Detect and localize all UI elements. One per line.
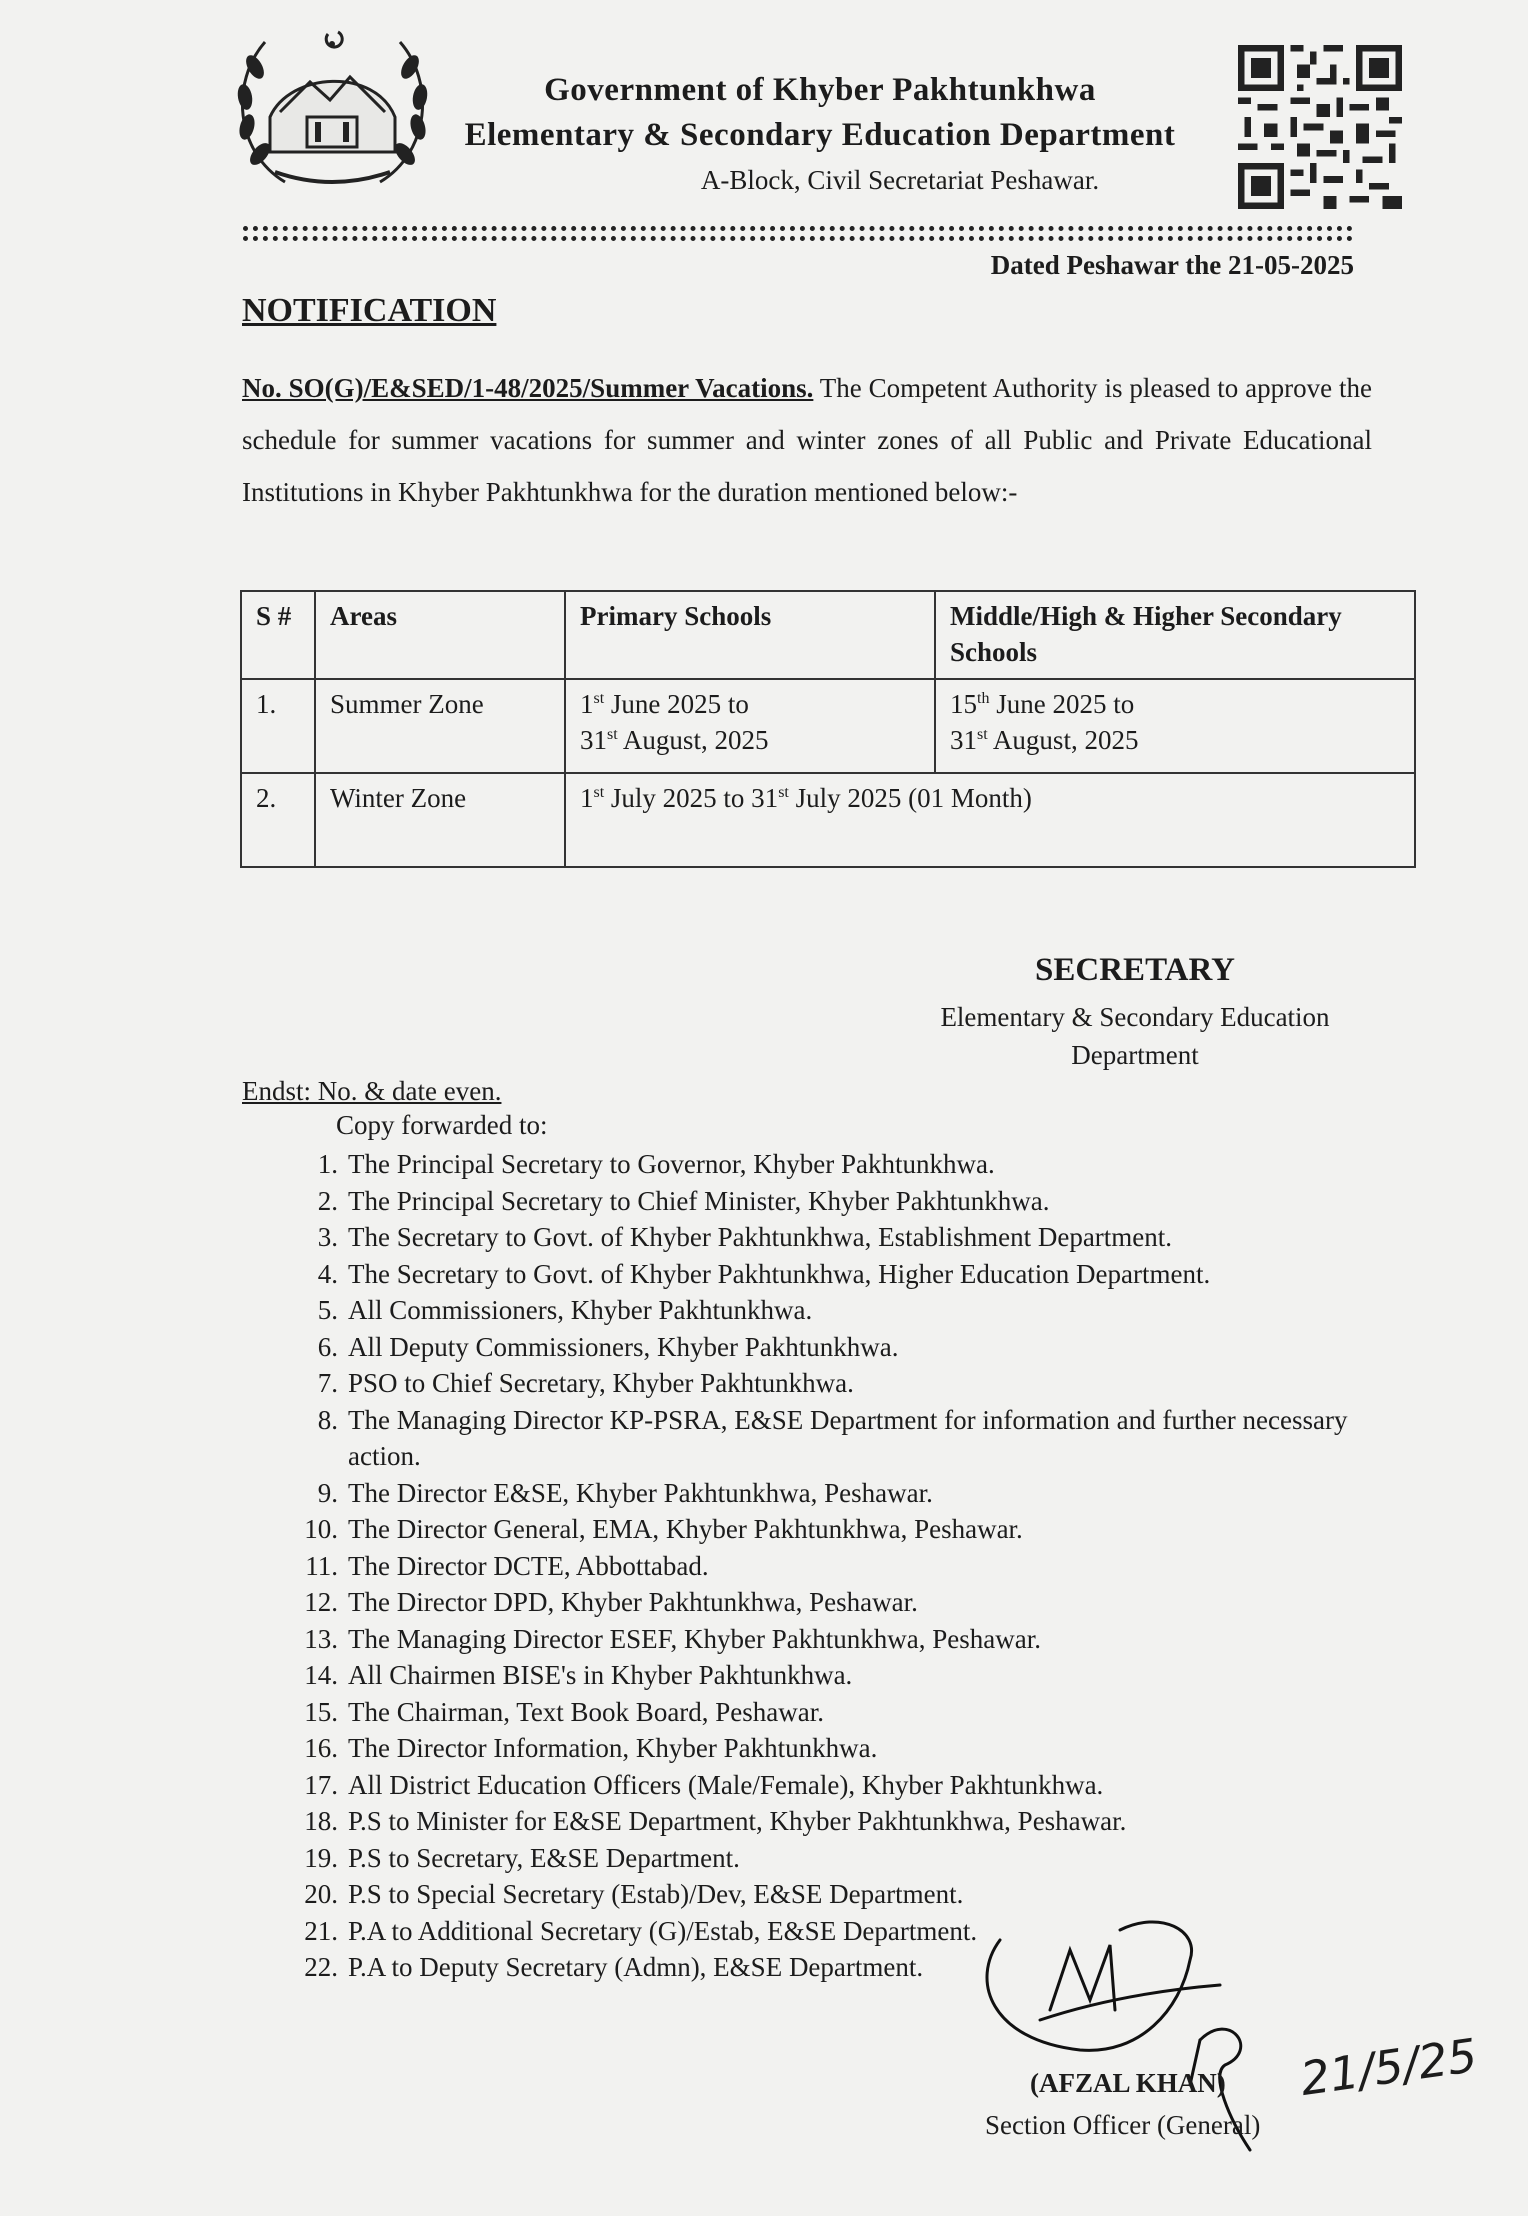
secretary-title: SECRETARY [1035, 952, 1235, 988]
row-middle-dates: 15th June 2025 to 31st August, 2025 [935, 679, 1415, 773]
department-address: A-Block, Civil Secretariat Peshawar. [700, 165, 1100, 195]
list-item: 19. P.S to Secretary, E&SE Department. [304, 1842, 740, 1873]
list-item: 10. The Director General, EMA, Khyber Pakhtunkhwa, Peshawar. [304, 1514, 1023, 1544]
row-sno: 1. [241, 679, 315, 773]
secretary-department: Elementary & Secondary Education Department [940, 1002, 1330, 1070]
list-item: 20. P.S to Special Secretary (Estab)/Dev, E&SE Department. [304, 1879, 964, 1909]
officer-title: Section Officer (General) [985, 2110, 1261, 2140]
header-middle-high: Middle/High & Higher Secondary Schools [935, 591, 1415, 679]
dated-line: Dated Peshawar the 21-05-2025 [990, 250, 1354, 280]
list-item: 9. The Director E&SE, Khyber Pakhtunkhwa, Peshawar. [317, 1477, 933, 1508]
list-item: 15. The Chairman, Text Book Board, Peshawar. [304, 1696, 825, 1727]
notification-ref-number: No. SO(G)/E&SED/1-48/2025/Summer Vacations. [242, 373, 814, 403]
signature-date: 21/5/25 [1297, 2027, 1481, 2107]
govt-name: Government of Khyber Pakhtunkhwa [544, 72, 1096, 108]
list-item: 3. The Secretary to Govt. of Khyber Pakhtunkhwa, Establishment Department. [317, 1222, 1173, 1252]
notification-text: The Competent Authority is pleased to approve the schedule for summer vacations for summer and winter zones of all Public and Private Educational Institutions in Khyber Pakhtunkhwa for the duration mentioned below:- [242, 373, 1372, 507]
list-item: 12. The Director DPD, Khyber Pakhtunkhwa, Peshawar. [304, 1587, 918, 1617]
list-item: 2. The Principal Secretary to Chief Minister, Khyber Pakhtunkhwa. [317, 1185, 1050, 1216]
header-divider-top [243, 226, 1353, 231]
list-item: 11. The Director DCTE, Abbottabad. [305, 1550, 709, 1581]
distribution-list [270, 1146, 1400, 1986]
department-name: Elementary & Secondary Education Department [464, 117, 1176, 153]
list-item: 17. All District Education Officers (Male/Female), Khyber Pakhtunkhwa. [304, 1769, 1104, 1800]
officer-name: (AFZAL KHAN) [1030, 2068, 1226, 2098]
row-sno: 2. [241, 773, 315, 867]
endorsement-heading: Endst: No. & date even. [242, 1076, 502, 1106]
list-item: 21. P.A to Additional Secretary (G)/Estab, E&SE Department. [304, 1915, 978, 1946]
vacation-schedule-table [240, 590, 1416, 868]
header-areas: Areas [315, 591, 565, 679]
list-item: 14. All Chairmen BISE's in Khyber Pakhtunkhwa. [304, 1660, 853, 1690]
row-dates-combined: 1st July 2025 to 31st July 2025 (01 Month) [565, 773, 1415, 867]
list-item: 22. P.A to Deputy Secretary (Admn), E&SE Department. [304, 1952, 924, 1982]
header-sno: S # [241, 591, 315, 679]
table-header-row [241, 591, 1415, 679]
header-divider-bottom [243, 236, 1353, 241]
header-primary: Primary Schools [565, 591, 935, 679]
notification-body [242, 362, 1372, 518]
notification-title: NOTIFICATION [242, 292, 497, 329]
list-item: 1. The Principal Secretary to Governor, Khyber Pakhtunkhwa. [317, 1149, 995, 1179]
list-item: 5. All Commissioners, Khyber Pakhtunkhwa. [317, 1295, 813, 1325]
row-area: Winter Zone [315, 773, 565, 867]
row-area: Summer Zone [315, 679, 565, 773]
list-item: 7. PSO to Chief Secretary, Khyber Pakhtunkhwa. [317, 1368, 854, 1398]
list-item: 18. P.S to Minister for E&SE Department, Khyber Pakhtunkhwa, Peshawar. [304, 1806, 1127, 1836]
list-item: 16. The Director Information, Khyber Pakhtunkhwa. [304, 1733, 878, 1763]
list-item: 13. The Managing Director ESEF, Khyber Pakhtunkhwa, Peshawar. [304, 1623, 1041, 1654]
kp-government-emblem [225, 22, 440, 200]
qr-code [1238, 42, 1402, 212]
copy-forwarded-label: Copy forwarded to: [336, 1110, 548, 1140]
row-primary-dates: 1st June 2025 to 31st August, 2025 [565, 679, 935, 773]
list-item: 8. The Managing Director KP-PSRA, E&SE Department for information and further necessary action. [317, 1404, 1348, 1471]
table-row [241, 773, 1415, 867]
table-row [241, 679, 1415, 773]
list-item: 6. All Deputy Commissioners, Khyber Pakhtunkhwa. [317, 1331, 899, 1362]
list-item: 4. The Secretary to Govt. of Khyber Pakhtunkhwa, Higher Education Department. [317, 1258, 1211, 1289]
